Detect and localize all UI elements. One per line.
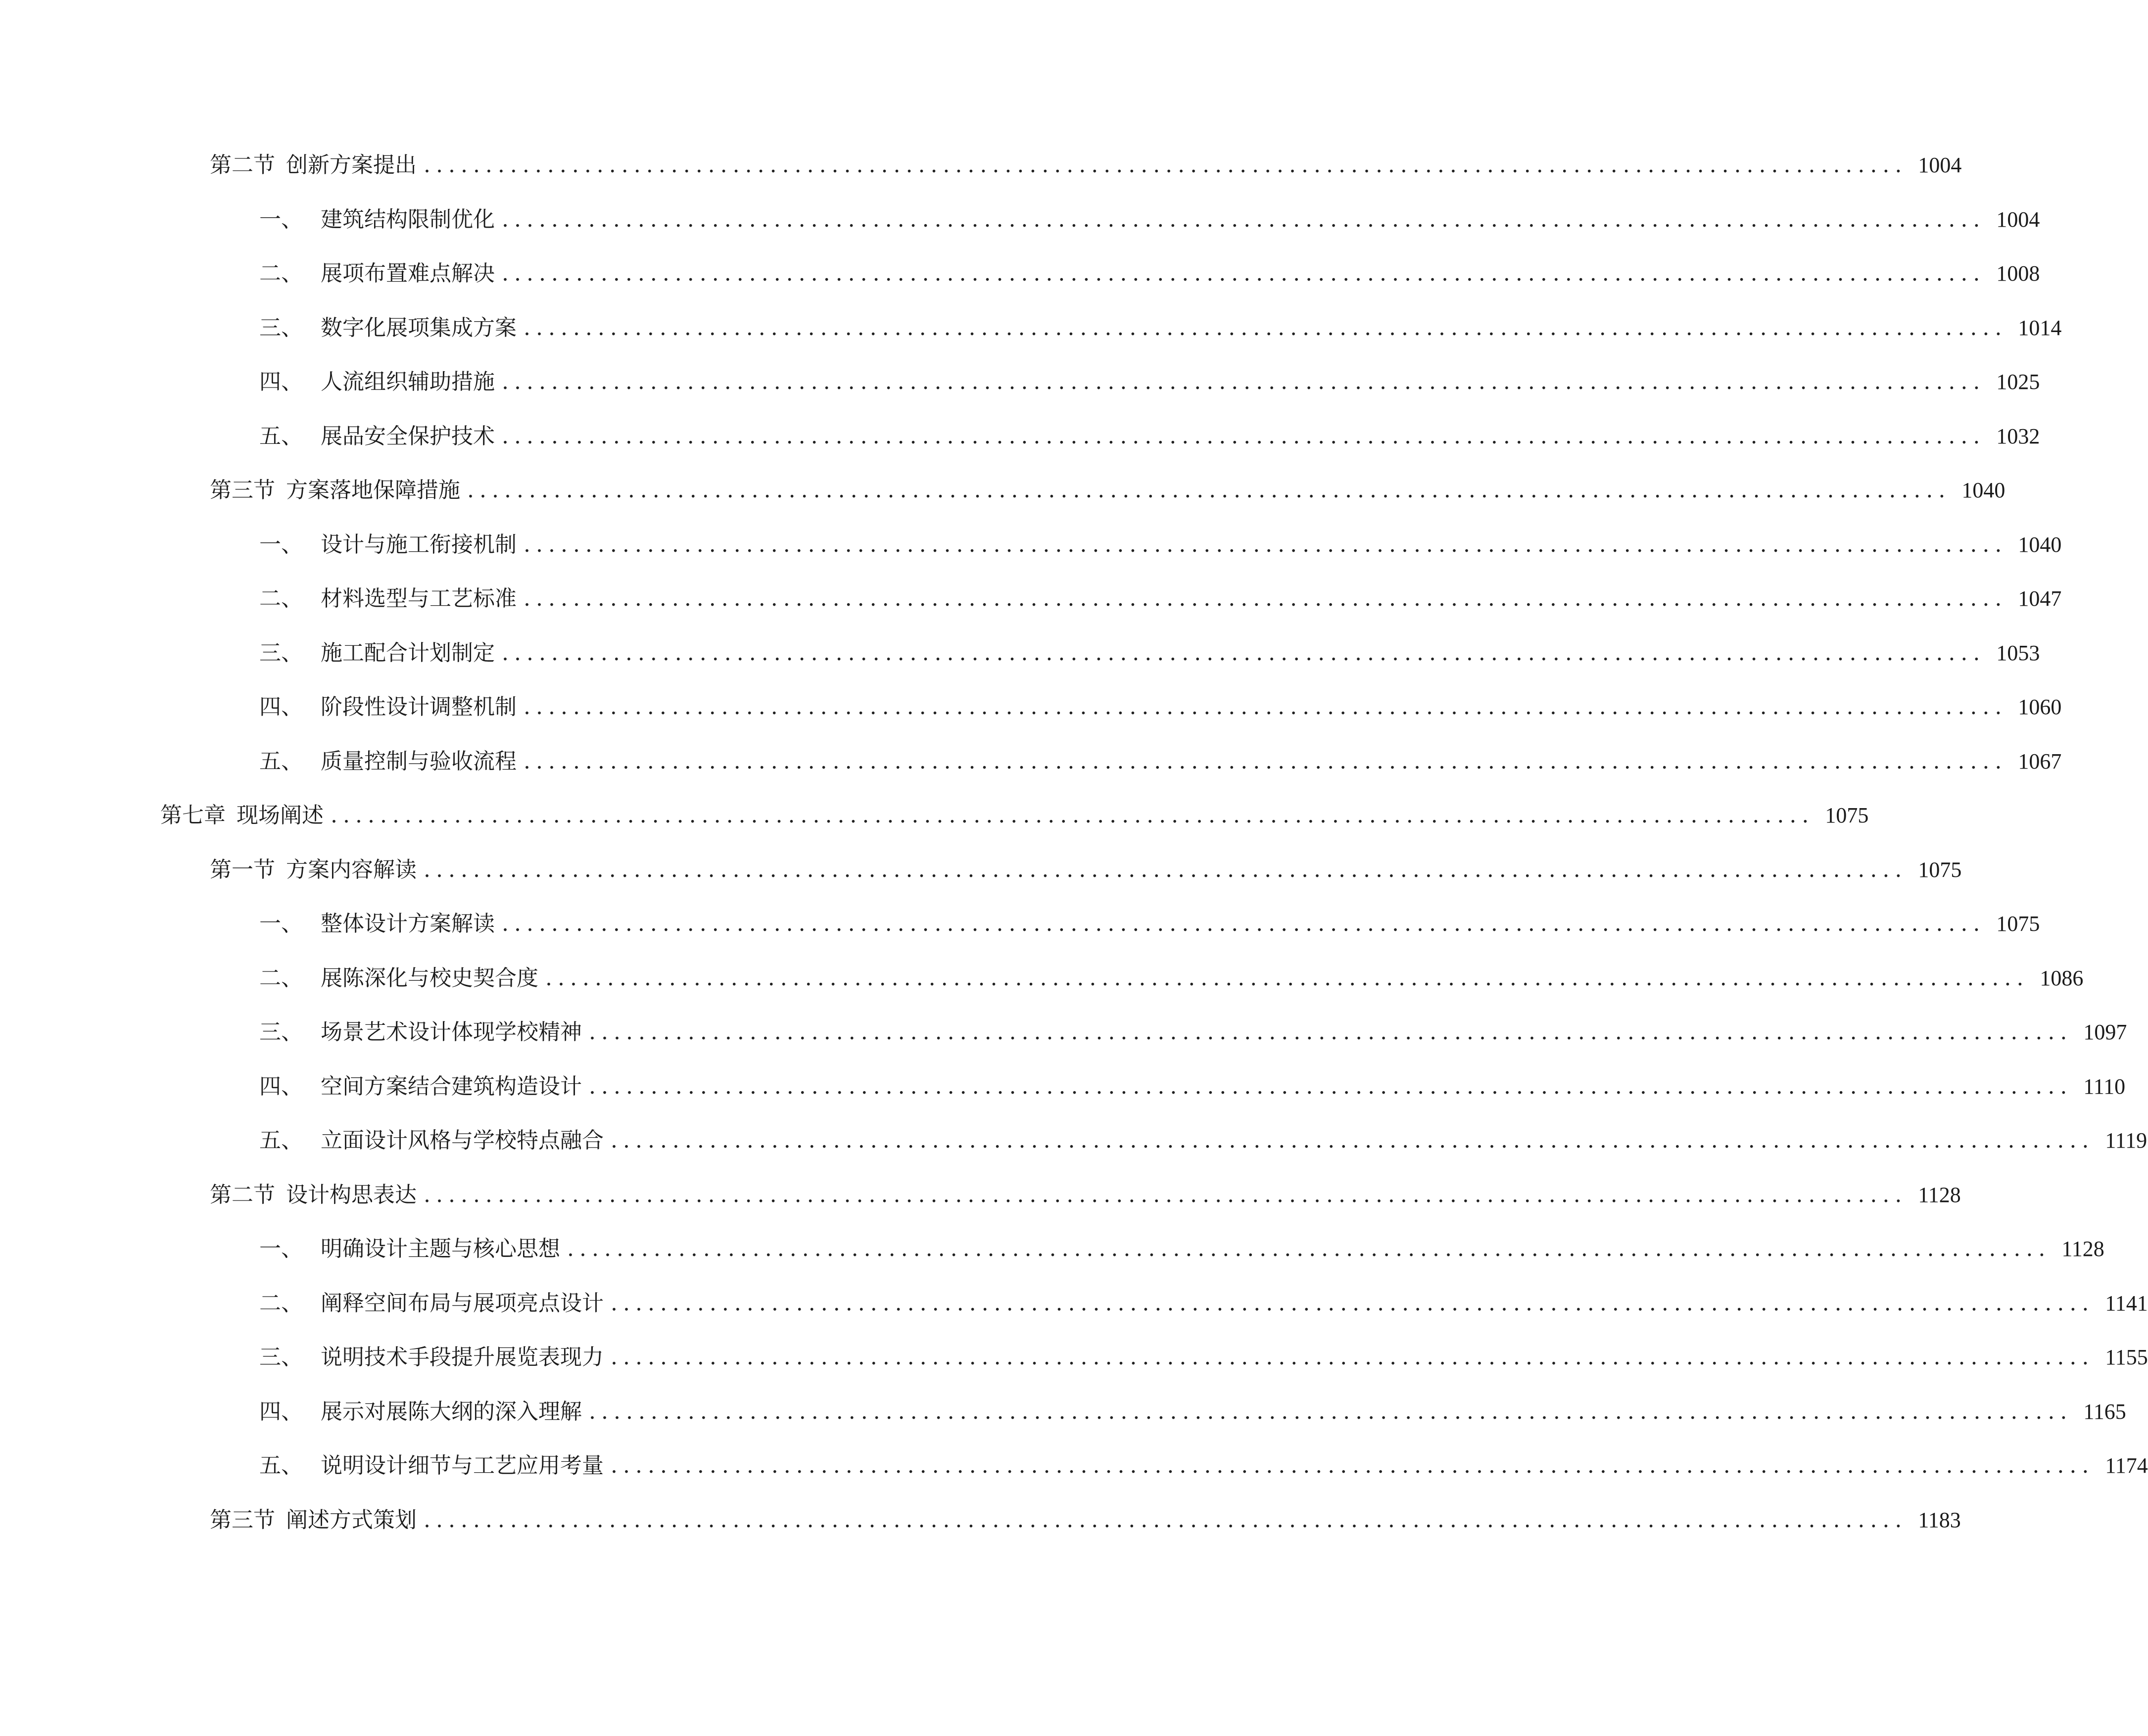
toc-entry[interactable]: [259, 422, 2040, 451]
toc-entry-title: 展品安全保护技术: [321, 424, 495, 449]
toc-dot-leader: ........................................................................................................................: [502, 424, 1986, 449]
toc-dot-leader: ........................................................................................................................: [467, 478, 1951, 503]
toc-entry[interactable]: [259, 747, 2062, 776]
toc-entry-title: 空间方案结合建筑构造设计: [321, 1074, 582, 1099]
toc-entry-title: 展项布置难点解决: [321, 261, 495, 286]
toc-entry-number: 三、: [259, 1345, 303, 1370]
toc-dot-leader: ........................................................................................................................: [502, 911, 1986, 936]
toc-entry[interactable]: [160, 801, 1869, 830]
toc-entry-page-number: 1174: [2105, 1453, 2148, 1478]
toc-dot-leader: ........................................................................................................................: [502, 261, 1986, 286]
toc-entry-title: 设计构思表达: [286, 1182, 417, 1207]
toc-entry-page-number: 1128: [2061, 1237, 2104, 1261]
toc-entry[interactable]: [210, 1505, 1961, 1535]
toc-entry-title: 阐释空间布局与展项亮点设计: [321, 1291, 604, 1316]
toc-dot-leader: ........................................................................................................................: [502, 369, 1986, 394]
toc-entry-title: 立面设计风格与学校特点融合: [321, 1128, 604, 1153]
toc-dot-leader: ........................................................................................................................: [589, 1074, 2073, 1099]
toc-entry-number: 一、: [259, 911, 303, 936]
toc-entry-page-number: 1183: [1918, 1508, 1961, 1532]
toc-entry-number: 三、: [259, 640, 303, 666]
toc-entry[interactable]: [259, 1072, 2126, 1102]
toc-dot-leader: ........................................................................................................................: [331, 803, 1814, 828]
toc-entry[interactable]: [259, 367, 2040, 397]
toc-entry-number: 二、: [259, 1291, 303, 1316]
toc-entry[interactable]: [259, 259, 2040, 289]
toc-entry-number: 二、: [259, 965, 303, 991]
toc-dot-leader: ........................................................................................................................: [424, 152, 1908, 178]
toc-entry-number: 四、: [259, 1074, 303, 1099]
toc-entry-page-number: 1128: [1918, 1183, 1961, 1207]
toc-entry[interactable]: [259, 1343, 2148, 1372]
toc-entry-page-number: 1097: [2083, 1020, 2127, 1044]
toc-entry-title: 人流组织辅助措施: [321, 369, 495, 394]
toc-entry-title: 场景艺术设计体现学校精神: [321, 1019, 582, 1045]
toc-dot-leader: ........................................................................................................................: [611, 1128, 2095, 1153]
toc-entry-page-number: 1032: [1996, 424, 2040, 448]
toc-entry-number: 第七章: [160, 803, 226, 828]
toc-entry-page-number: 1155: [2105, 1345, 2148, 1369]
toc-entry-number: 四、: [259, 694, 303, 720]
toc-entry[interactable]: [259, 205, 2040, 235]
toc-entry-number: 二、: [259, 586, 303, 611]
toc-entry-page-number: 1060: [2018, 695, 2062, 719]
toc-entry-title: 方案内容解读: [286, 857, 417, 882]
toc-dot-leader: ........................................................................................................................: [611, 1453, 2095, 1478]
toc-entry-title: 展陈深化与校史契合度: [321, 965, 538, 991]
toc-entry[interactable]: [259, 964, 2084, 993]
toc-entry-number: 一、: [259, 532, 303, 557]
toc-entry-page-number: 1040: [1961, 478, 2005, 502]
toc-entry-title: 阶段性设计调整机制: [321, 694, 517, 720]
toc-dot-leader: ........................................................................................................................: [524, 586, 2007, 611]
toc-entry-page-number: 1075: [1918, 858, 1962, 882]
toc-dot-leader: ........................................................................................................................: [424, 1507, 1908, 1533]
toc-entry-page-number: 1014: [2018, 316, 2062, 340]
toc-entry-title: 阐述方式策划: [286, 1507, 417, 1533]
toc-entry[interactable]: [259, 1451, 2148, 1481]
toc-entry-number: 五、: [259, 1128, 303, 1153]
toc-entry-number: 第三节: [210, 478, 275, 503]
toc-entry-title: 展示对展陈大纲的深入理解: [321, 1399, 582, 1424]
toc-dot-leader: ........................................................................................................................: [424, 857, 1908, 882]
toc-entry-title: 建筑结构限制优化: [321, 207, 495, 232]
toc-dot-leader: ........................................................................................................................: [545, 965, 2029, 991]
toc-entry-title: 方案落地保障措施: [286, 478, 460, 503]
toc-entry[interactable]: [259, 584, 2062, 614]
toc-entry-title: 设计与施工衔接机制: [321, 532, 517, 557]
toc-entry-number: 五、: [259, 1453, 303, 1478]
toc-dot-leader: ........................................................................................................................: [589, 1019, 2073, 1045]
toc-entry-page-number: 1086: [2040, 966, 2084, 990]
toc-entry[interactable]: [259, 1017, 2127, 1047]
toc-dot-leader: ........................................................................................................................: [524, 315, 2007, 340]
toc-dot-leader: ........................................................................................................................: [524, 749, 2007, 774]
toc-dot-leader: ........................................................................................................................: [611, 1291, 2095, 1316]
toc-entry-number: 第三节: [210, 1507, 275, 1533]
toc-dot-leader: ........................................................................................................................: [502, 640, 1986, 666]
toc-dot-leader: ........................................................................................................................: [502, 207, 1986, 232]
toc-entry-page-number: 1040: [2018, 532, 2062, 557]
toc-entry-page-number: 1025: [1996, 370, 2040, 394]
toc-entry-page-number: 1141: [2105, 1291, 2148, 1315]
toc-entry[interactable]: [210, 1180, 1961, 1210]
toc-entry[interactable]: [259, 909, 2040, 939]
toc-entry-title: 说明设计细节与工艺应用考量: [321, 1453, 604, 1478]
toc-entry-title: 现场阐述: [237, 803, 324, 828]
toc-entry-title: 整体设计方案解读: [321, 911, 495, 936]
toc-entry-number: 一、: [259, 1236, 303, 1261]
toc-entry-page-number: 1119: [2105, 1128, 2148, 1153]
toc-entry-number: 二、: [259, 261, 303, 286]
toc-entry[interactable]: [210, 855, 1962, 885]
toc-entry-page-number: 1075: [1825, 803, 1869, 827]
toc-entry-title: 说明技术手段提升展览表现力: [321, 1345, 604, 1370]
toc-entry-page-number: 1004: [1996, 207, 2040, 232]
toc-entry-page-number: 1110: [2083, 1074, 2126, 1099]
toc-entry[interactable]: [259, 1126, 2148, 1156]
toc-entry-page-number: 1075: [1996, 912, 2040, 936]
toc-entry-page-number: 1067: [2018, 749, 2062, 773]
toc-entry-title: 明确设计主题与核心思想: [321, 1236, 560, 1261]
toc-entry-number: 三、: [259, 1019, 303, 1045]
toc-entry[interactable]: [210, 476, 2005, 505]
toc-entry-page-number: 1008: [1996, 261, 2040, 286]
toc-entry[interactable]: [259, 313, 2062, 343]
toc-dot-leader: ........................................................................................................................: [567, 1236, 2051, 1261]
toc-entry-page-number: 1165: [2083, 1399, 2126, 1424]
toc-dot-leader: ........................................................................................................................: [524, 532, 2007, 557]
toc-entry[interactable]: [259, 1289, 2148, 1318]
toc-entry-page-number: 1004: [1918, 153, 1962, 177]
toc-dot-leader: ........................................................................................................................: [524, 694, 2007, 720]
toc-dot-leader: ........................................................................................................................: [424, 1182, 1908, 1207]
toc-entry-page-number: 1053: [1996, 641, 2040, 665]
toc-entry-number: 第一节: [210, 857, 275, 882]
toc-entry-page-number: 1047: [2018, 586, 2062, 611]
toc-entry[interactable]: [259, 530, 2062, 560]
toc-entry[interactable]: [210, 150, 1962, 180]
toc-entry-number: 三、: [259, 315, 303, 340]
toc-entry[interactable]: [259, 1234, 2104, 1264]
toc-dot-leader: ........................................................................................................................: [589, 1399, 2073, 1424]
toc-dot-leader: ........................................................................................................................: [611, 1345, 2095, 1370]
toc-entry[interactable]: [259, 638, 2040, 668]
toc-entry[interactable]: [259, 692, 2062, 722]
toc-entry-number: 四、: [259, 1399, 303, 1424]
toc-entry-title: 施工配合计划制定: [321, 640, 495, 666]
toc-entry-number: 五、: [259, 424, 303, 449]
toc-entry-number: 四、: [259, 369, 303, 394]
toc-entry[interactable]: [259, 1397, 2126, 1427]
toc-entry-title: 数字化展项集成方案: [321, 315, 517, 340]
toc-entry-number: 一、: [259, 207, 303, 232]
toc-entry-number: 五、: [259, 749, 303, 774]
toc-entry-title: 质量控制与验收流程: [321, 749, 517, 774]
toc-entry-number: 第二节: [210, 152, 275, 178]
toc-entry-number: 第二节: [210, 1182, 275, 1207]
toc-entry-title: 材料选型与工艺标准: [321, 586, 517, 611]
toc-entry-title: 创新方案提出: [286, 152, 417, 178]
